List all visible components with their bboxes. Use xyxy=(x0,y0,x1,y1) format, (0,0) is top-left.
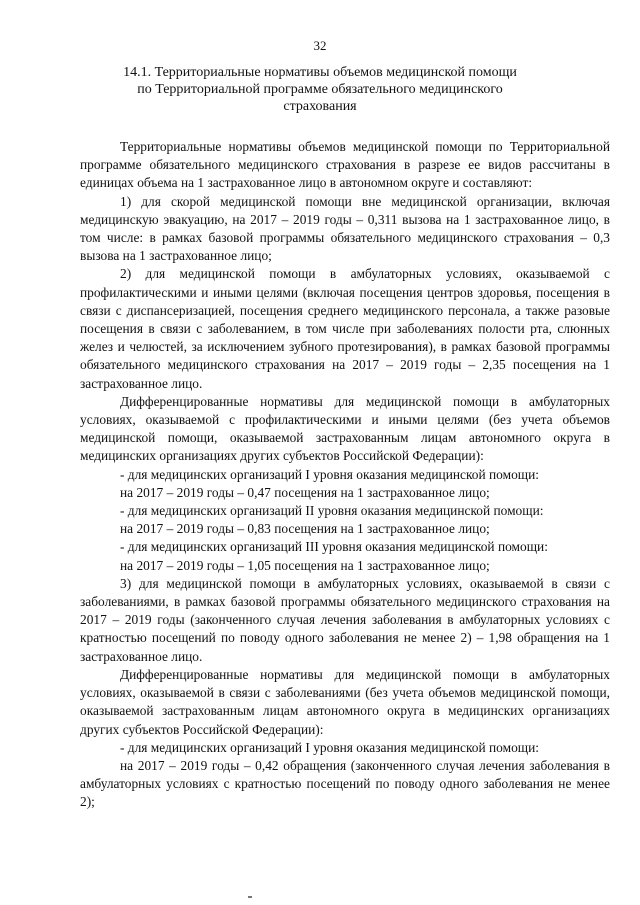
list-item-level-3-value: на 2017 – 2019 годы – 1,05 посещения на 1 застрахованное лицо; xyxy=(120,557,490,573)
list-item-level-3: - для медицинских организаций III уровня оказания медицинской помощи: xyxy=(120,539,548,555)
paragraph-differentiated-2: Дифференцированные нормативы для медицинской помощи в амбулаторных условиях, оказываемой в связи с заболеваниями (без учета объемов медицинской помощи, оказываемой застрахованным лицам автономного округа в медицинских организациях других субъектов Российской Федерации): xyxy=(80,666,610,737)
section-heading xyxy=(110,64,530,115)
list-item-level-1-b-value: на 2017 – 2019 годы – 0,42 обращения (законченного случая лечения заболевания в амбулаторных условиях с кратностью посещений по поводу одного заболевания не менее 2); xyxy=(80,757,610,810)
list-item-level-1-value: на 2017 – 2019 годы – 0,47 посещения на 1 застрахованное лицо; xyxy=(120,484,490,500)
paragraph-item-3: 3) для медицинской помощи в амбулаторных условиях, оказываемой в связи с заболеваниями, в рамках базовой программы обязательного медицинского страхования на 2017 – 2019 годы (законченного случая лечения заболевания в амбулаторных условиях с кратностью посещений по поводу одного заболевания не менее 2) – 1,98 обращения на 1 застрахованное лицо. xyxy=(80,575,610,664)
list-item-level-1: - для медицинских организаций I уровня оказания медицинской помощи: xyxy=(120,466,539,482)
list-item-level-1-b: - для медицинских организаций I уровня оказания медицинской помощи: xyxy=(120,739,539,755)
document-body xyxy=(80,138,610,812)
list-item-level-2: - для медицинских организаций II уровня оказания медицинской помощи: xyxy=(120,503,544,519)
page-number: 32 xyxy=(313,38,327,53)
list-item-level-2-value: на 2017 – 2019 годы – 0,83 посещения на 1 застрахованное лицо; xyxy=(120,521,490,537)
paragraph-differentiated-1: Дифференцированные нормативы для медицинской помощи в амбулаторных условиях, оказываемой с профилактическими и иными целями (без учета объемов медицинской помощи, оказываемой застрахованным лицам автономного округа в медицинских организациях других субъектов Российской Федерации): xyxy=(80,393,610,464)
paragraph-item-1: 1) для скорой медицинской помощи вне медицинской организации, включая медицинскую эвакуацию, на 2017 – 2019 годы – 0,311 вызова на 1 застрахованное лицо, в том числе: в рамках базовой программы обязательного медицинского страхования – 0,3 вызова на 1 застрахованное лицо; xyxy=(80,193,610,264)
heading-line-3: страхования xyxy=(283,99,357,114)
heading-line-1: 14.1. Территориальные нормативы объемов медицинской помощи xyxy=(123,65,517,80)
heading-line-2: по Территориальной программе обязательного медицинского xyxy=(137,82,503,97)
scan-mark xyxy=(248,896,252,898)
paragraph-intro: Территориальные нормативы объемов медицинской помощи по Территориальной программе обязательного медицинского страхования в разрезе ее видов рассчитаны в единицах объема на 1 застрахованное лицо в автономном округе и составляют: xyxy=(80,139,610,191)
paragraph-item-2: 2) для медицинской помощи в амбулаторных условиях, оказываемой с профилактическими и иными целями (включая посещения центров здоровья, посещения в связи с диспансеризацией, посещения среднего медицинского персонала, а также разовые посещения в связи с заболеванием, в том числе при заболеваниях полости рта, слюнных желез и челюстей, за исключением зубного протезирования), в рамках базовой программы обязательного медицинского страхования на 2017 – 2019 годы – 2,35 посещения на 1 застрахованное лицо. xyxy=(80,266,610,391)
